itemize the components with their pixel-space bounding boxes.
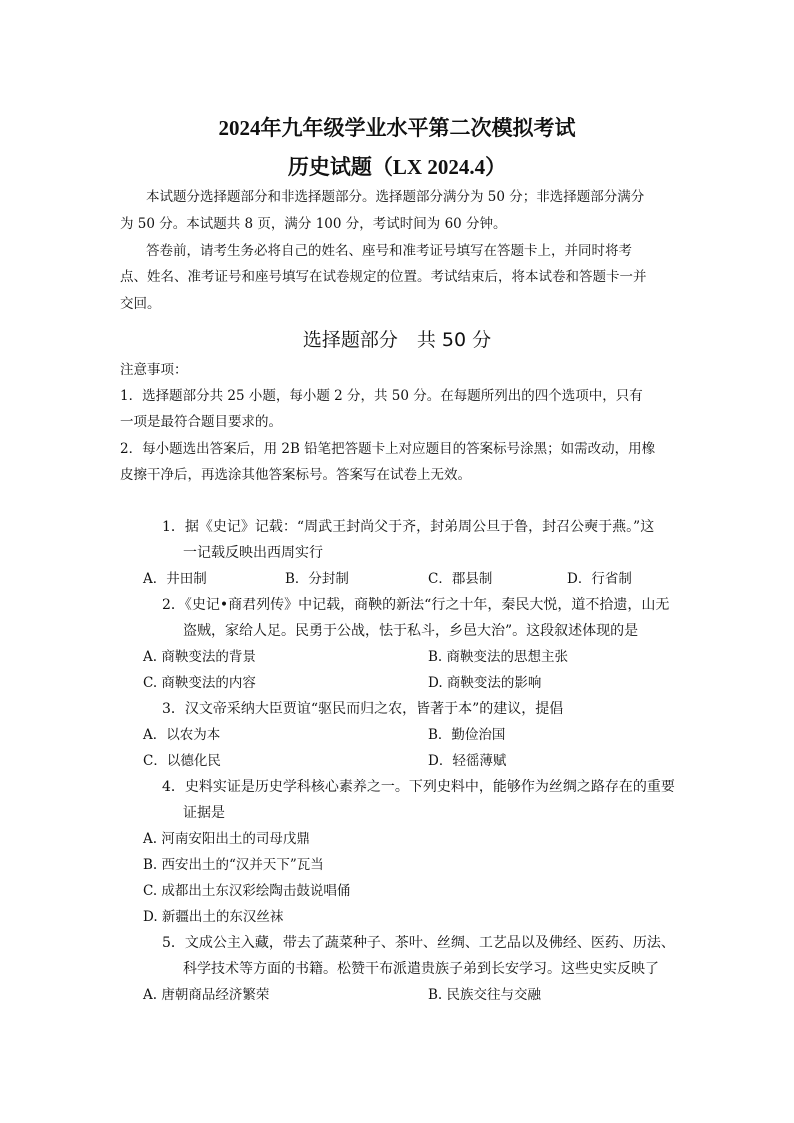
option-d: D. 新疆出土的东汉丝袜 bbox=[143, 909, 284, 925]
notes-heading: 注意事项： bbox=[120, 362, 188, 378]
question-stem: 一记载反映出西周实行 bbox=[183, 545, 323, 561]
option-b: B. 民族交往与交融 bbox=[428, 987, 542, 1003]
option-b: B．勤俭治国 bbox=[428, 727, 506, 743]
exam-subtitle: 历史试题（LX 2024.4） bbox=[287, 155, 507, 179]
note-line: 2．每小题选出答案后，用 2B 铅笔把答题卡上对应题目的答案标号涂黑；如需改动，用橡 bbox=[120, 441, 656, 457]
note-line: 1．选择题部分共 25 小题，每小题 2 分，共 50 分。在每题所列出的四个选项中，只有 bbox=[120, 388, 643, 404]
question-stem: 3．汉文帝采纳大臣贾谊“驱民而归之农，皆著于本”的建议，提倡 bbox=[162, 701, 564, 717]
option-b: B．分封制 bbox=[285, 571, 349, 587]
intro-line: 为 50 分。本试题共 8 页，满分 100 分，考试时间为 60 分钟。 bbox=[120, 216, 507, 232]
option-c: C．郡县制 bbox=[428, 571, 493, 587]
intro-line: 点、姓名、准考证号和座号填写在试卷规定的位置。考试结束后，将本试卷和答题卡一并 bbox=[120, 269, 647, 285]
note-line: 皮擦干净后，再选涂其他答案标号。答案写在试卷上无效。 bbox=[120, 467, 471, 483]
option-c: C. 商鞅变法的内容 bbox=[143, 675, 256, 691]
note-line: 一项是最符合题目要求的。 bbox=[120, 414, 282, 430]
exam-title: 2024年九年级学业水平第二次模拟考试 bbox=[218, 116, 576, 140]
question-stem: 5．文成公主入藏，带去了蔬菜种子、茶叶、丝绸、工艺品以及佛经、医药、历法、 bbox=[162, 935, 675, 951]
question-stem: 科学技术等方面的书籍。松赞干布派遣贵族子弟到长安学习。这些史实反映了 bbox=[183, 961, 659, 977]
question-stem: 4．史料实证是历史学科核心素养之一。下列史料中，能够作为丝绸之路存在的重要 bbox=[162, 779, 675, 795]
option-a: A．井田制 bbox=[143, 571, 207, 587]
option-d: D．行省制 bbox=[567, 571, 632, 587]
question-stem: 盗贼，家给人足。民勇于公战，怯于私斗，乡邑大治”。这段叙述体现的是 bbox=[183, 623, 639, 639]
section-title: 选择题部分 共 50 分 bbox=[302, 329, 492, 351]
option-c: C. 成都出土东汉彩绘陶击鼓说唱俑 bbox=[143, 883, 351, 899]
question-stem: 1．据《史记》记载：“周武王封尚父于齐，封弟周公旦于鲁，封召公奭于燕。”这 bbox=[162, 519, 655, 535]
option-d: D. 商鞅变法的影响 bbox=[428, 675, 542, 691]
option-d: D．轻徭薄赋 bbox=[428, 753, 507, 769]
intro-line: 答卷前，请考生务必将自己的姓名、座号和准考证号填写在答题卡上，并同时将考 bbox=[146, 243, 632, 259]
intro-line: 本试题分选择题部分和非选择题部分。选择题部分满分为 50 分；非选择题部分满分 bbox=[146, 189, 645, 205]
question-stem: 2．《史记•商君列传》中记载，商鞅的新法“行之十年，秦民大悦，道不拾遗，山无 bbox=[162, 597, 670, 613]
question-stem: 证据是 bbox=[183, 805, 225, 821]
option-b: B. 商鞅变法的思想主张 bbox=[428, 649, 569, 665]
option-a: A. 河南安阳出土的司母戊鼎 bbox=[143, 831, 310, 847]
option-b: B. 西安出土的“汉并天下”瓦当 bbox=[143, 857, 324, 873]
option-a: A．以农为本 bbox=[143, 727, 221, 743]
option-c: C．以德化民 bbox=[143, 753, 221, 769]
option-a: A. 唐朝商品经济繁荣 bbox=[143, 987, 270, 1003]
intro-line: 交回。 bbox=[120, 296, 161, 312]
option-a: A. 商鞅变法的背景 bbox=[143, 649, 256, 665]
